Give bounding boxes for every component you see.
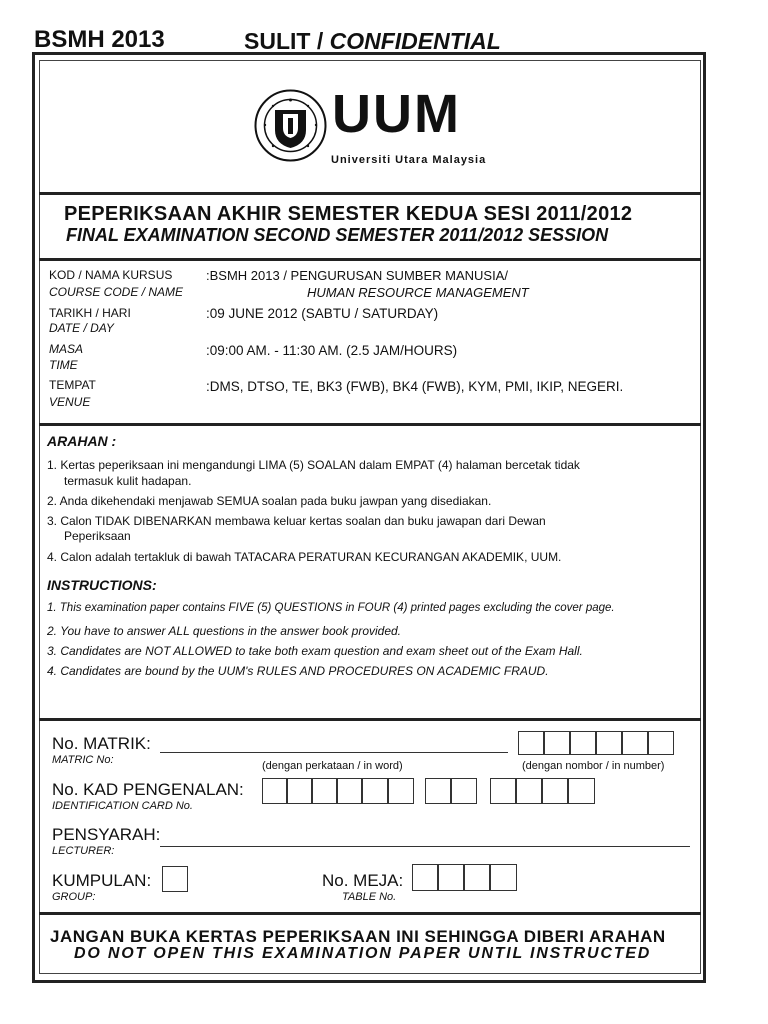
ic-digit-box[interactable] [362, 778, 388, 804]
arahan-heading: ARAHAN : [47, 433, 117, 449]
venue-label-ms: TEMPAT [49, 378, 96, 392]
instruction-item: 1. This examination paper contains FIVE (5) QUESTIONS in FOUR (4) printed pages excluding the cover page. [47, 602, 615, 614]
matric-label: No. MATRIK: [52, 734, 151, 753]
matric-digit-box[interactable] [544, 731, 570, 755]
instruction-item: 2. You have to answer ALL questions in the answer book provided. [47, 624, 402, 638]
time-label-en: TIME [49, 358, 78, 372]
ic-digit-box[interactable] [287, 778, 312, 804]
table-digit-box[interactable] [412, 864, 438, 891]
divider [39, 192, 701, 195]
matric-digit-box[interactable] [648, 731, 674, 755]
matric-label-en: MATRIC No: [52, 754, 114, 766]
venue-label-en: VENUE [49, 395, 91, 409]
matric-digit-box[interactable] [518, 731, 544, 755]
lecturer-line[interactable] [160, 846, 690, 847]
divider [39, 718, 701, 721]
time-value: :09:00 AM. - 11:30 AM. (2.5 JAM/HOURS) [206, 343, 458, 358]
classification-en: CONFIDENTIAL [329, 28, 501, 54]
ic-digit-box[interactable] [490, 778, 516, 804]
classification-ms: SULIT / [244, 28, 324, 54]
table-label-en: TABLE No. [342, 891, 397, 903]
date-label-ms: TARIKH / HARI [49, 306, 131, 320]
table-digit-box[interactable] [490, 864, 517, 891]
matric-digit-box[interactable] [596, 731, 622, 755]
uum-crest-logo [253, 88, 328, 163]
ic-digit-box[interactable] [312, 778, 337, 804]
footer-warning-en: DO NOT OPEN THIS EXAMINATION PAPER UNTIL INSTRUCTED [74, 945, 652, 962]
confidential-label [244, 28, 501, 55]
group-label-en: GROUP: [52, 891, 96, 903]
divider [39, 912, 701, 915]
matric-digit-box[interactable] [622, 731, 648, 755]
course-value-en: HUMAN RESOURCE MANAGEMENT [307, 285, 529, 300]
matric-word-line[interactable] [160, 752, 508, 753]
in-number-hint: (dengan nombor / in number) [522, 760, 665, 772]
arahan-item: termasuk kulit hadapan. [64, 474, 192, 488]
course-label-en: COURSE CODE / NAME [49, 285, 184, 299]
ic-digit-box[interactable] [542, 778, 568, 804]
ic-digit-box[interactable] [568, 778, 595, 804]
table-digit-box[interactable] [438, 864, 464, 891]
matric-digit-box[interactable] [570, 731, 596, 755]
table-label: No. MEJA: [322, 871, 404, 890]
ic-digit-box[interactable] [262, 778, 287, 804]
exam-title-en: FINAL EXAMINATION SECOND SEMESTER 2011/2012 SESSION [66, 225, 609, 245]
ic-digit-box[interactable] [516, 778, 542, 804]
ic-digit-box[interactable] [451, 778, 477, 804]
arahan-item: Peperiksaan [64, 529, 131, 543]
instruction-item: 4. Candidates are bound by the UUM's RULES AND PROCEDURES ON ACADEMIC FRAUD. [47, 664, 549, 678]
university-logo-text: UUM [332, 84, 461, 144]
university-name: Universiti Utara Malaysia [331, 154, 487, 166]
exam-title-ms: PEPERIKSAAN AKHIR SEMESTER KEDUA SESI 2011/2012 [64, 203, 633, 225]
arahan-item: 3. Calon TIDAK DIBENARKAN membawa keluar kertas soalan dan buku jawapan dari Dewan [47, 514, 546, 528]
group-label: KUMPULAN: [52, 871, 152, 890]
ic-digit-box[interactable] [388, 778, 414, 804]
course-code-header: BSMH 2013 [34, 26, 165, 53]
footer-warning-ms: JANGAN BUKA KERTAS PEPERIKSAAN INI SEHINGGA DIBERI ARAHAN [50, 927, 666, 946]
date-label-en: DATE / DAY [49, 321, 114, 335]
ic-label: No. KAD PENGENALAN: [52, 780, 244, 799]
in-word-hint: (dengan perkataan / in word) [262, 760, 403, 772]
time-label-ms: MASA [49, 342, 84, 356]
instruction-item: 3. Candidates are NOT ALLOWED to take both exam question and exam sheet out of the Exam Hall. [47, 644, 583, 658]
lecturer-label: PENSYARAH: [52, 825, 161, 844]
ic-digit-box[interactable] [425, 778, 451, 804]
arahan-item: 2. Anda dikehendaki menjawab SEMUA soalan pada buku jawpan yang disediakan. [47, 494, 492, 508]
venue-value: :DMS, DTSO, TE, BK3 (FWB), BK4 (FWB), KYM, PMI, IKIP, NEGERI. [206, 379, 624, 394]
course-label-ms: KOD / NAMA KURSUS [49, 268, 173, 282]
instructions-heading: INSTRUCTIONS: [47, 577, 157, 593]
table-digit-box[interactable] [464, 864, 490, 891]
lecturer-label-en: LECTURER: [52, 845, 115, 857]
arahan-item: 4. Calon adalah tertakluk di bawah TATACARA PERATURAN KECURANGAN AKADEMIK, UUM. [47, 550, 562, 564]
ic-digit-box[interactable] [337, 778, 362, 804]
course-value: :BSMH 2013 / PENGURUSAN SUMBER MANUSIA/ [206, 268, 508, 283]
divider [39, 258, 701, 261]
arahan-item: 1. Kertas peperiksaan ini mengandungi LIMA (5) SOALAN dalam EMPAT (4) halaman bercetak tidak [47, 458, 580, 472]
group-box[interactable] [162, 866, 188, 892]
ic-label-en: IDENTIFICATION CARD No. [52, 800, 193, 812]
date-value: :09 JUNE 2012 (SABTU / SATURDAY) [206, 306, 439, 321]
divider [39, 423, 701, 426]
